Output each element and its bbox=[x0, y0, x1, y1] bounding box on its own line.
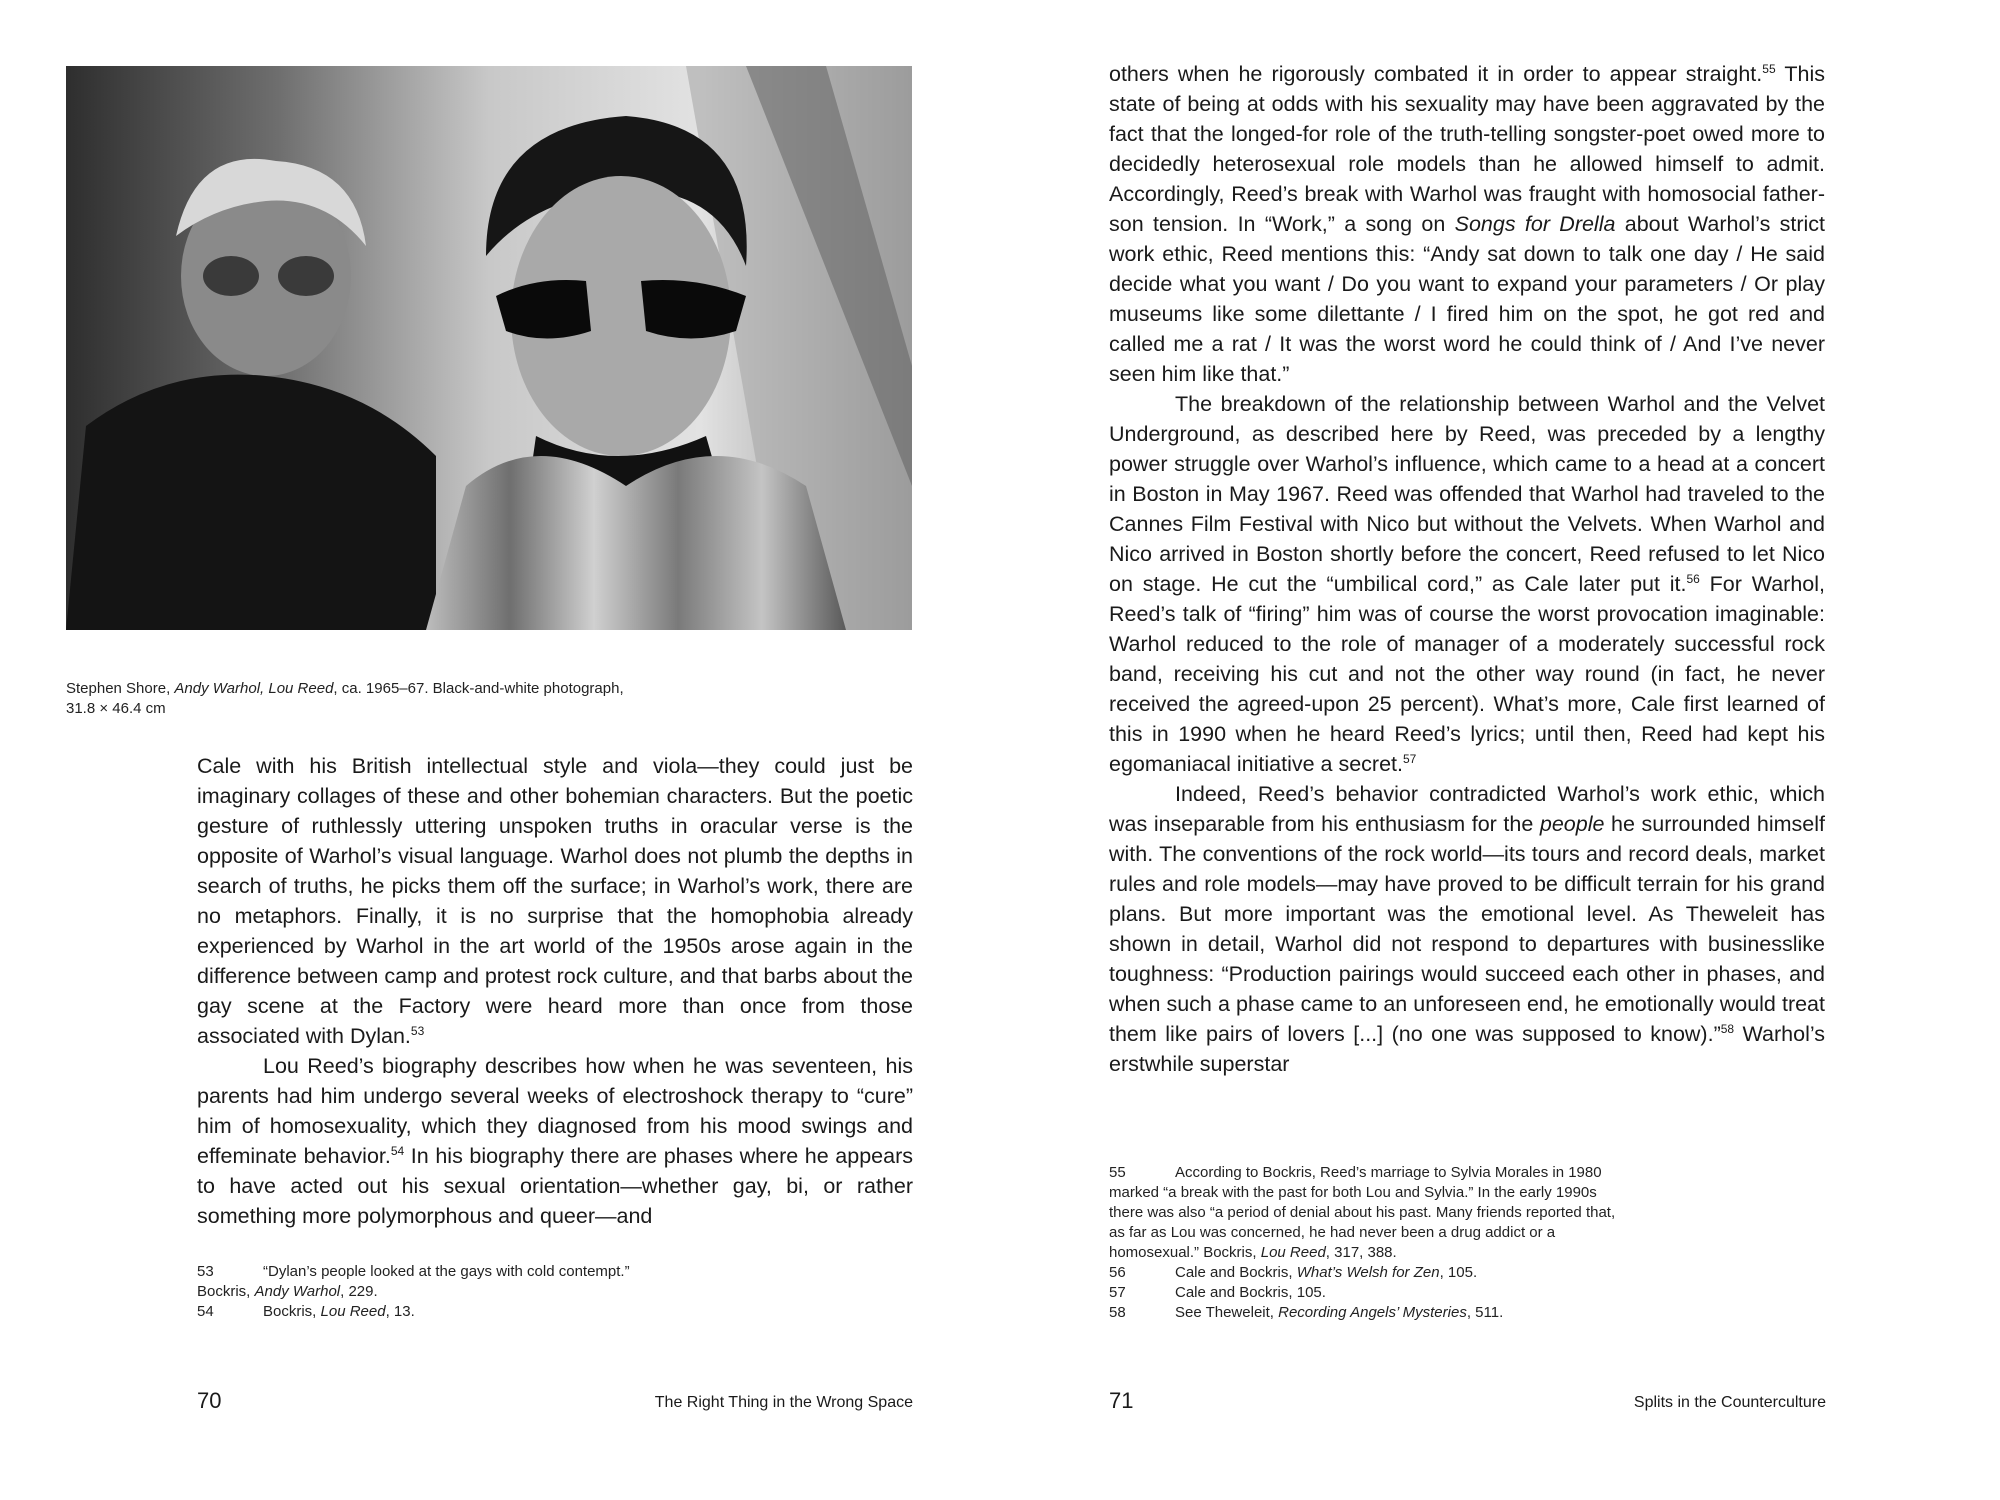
paragraph bbox=[197, 1051, 913, 1231]
footnote-55 bbox=[1109, 1163, 1629, 1263]
footnote-number: 54 bbox=[197, 1303, 214, 1320]
page-number-right: 71 bbox=[1109, 1388, 1134, 1413]
footnote-title: Recording Angels’ Mysteries bbox=[1278, 1304, 1467, 1321]
paragraph bbox=[1109, 59, 1825, 389]
footnote-title: Lou Reed bbox=[1260, 1244, 1326, 1261]
footnote-ref: 54 bbox=[390, 1143, 405, 1158]
footnote-text: , 105. bbox=[1439, 1264, 1478, 1281]
footnote-text: Bockris, bbox=[263, 1303, 321, 1320]
text-run: Lou Reed’s biography describes how when he was seventeen, his parents had him undergo several weeks of electroshock therapy to “cure” him of homosexuality, which they diagnosed from his mood swings and effeminate behavior. bbox=[197, 1054, 913, 1168]
text-run: Cale with his British intellectual style and viola—they could just be imaginary collages of these and other bohemian characters. But the poetic gesture of ruthlessly uttering unspoken truths in oracular verse is the opposite of Warhol’s visual language. Warhol does not plumb the depths in search of truths, he picks them off the surface; in Warhol’s work, there are no metaphors. Finally, it is no surprise that the homophobia already experienced by Warhol in the art world of the 1950s arose again in the difference between camp and protest rock culture, and that barbs about the gay scene at the Factory were heard more than once from those associated with Dylan. bbox=[197, 754, 913, 1048]
footnote-ref: 53 bbox=[410, 1023, 425, 1038]
footnote-text: , 13. bbox=[385, 1303, 415, 1320]
footnote-ref: 57 bbox=[1403, 751, 1417, 766]
footnote-title: Lou Reed bbox=[320, 1303, 386, 1320]
text-run: This state of being at odds with his sexuality may have been aggravated by the fact that the longed-for role of the truth-telling songster-poet owed more to decidedly heterosexual role models than he allowed himself to admit. Accordingly, Reed’s break with Warhol was fraught with homosocial father-son tension. In “Work,” a song on bbox=[1109, 62, 1826, 236]
text-run: about Warhol’s strict work ethic, Reed mentions this: “Andy sat down to talk one day / He said decide what you want / Do you want to expand your parameters / Or play museums like some dilettante / I fired him on the spot, he got red and called me a rat / It was the worst word he could think of / And I’ve never seen him like that.” bbox=[1109, 212, 1826, 386]
emphasis: people bbox=[1539, 812, 1605, 836]
caption-suffix: , ca. 1965–67. Black-and-white photograph, 31.8 × 46.4 cm bbox=[66, 680, 624, 717]
footnote-54 bbox=[197, 1302, 717, 1322]
footnote-text: Cale and Bockris, bbox=[1175, 1264, 1297, 1281]
photo-illustration bbox=[66, 66, 912, 630]
footnote-53 bbox=[197, 1262, 717, 1282]
footnote-ref: 56 bbox=[1686, 571, 1700, 586]
left-footnotes bbox=[197, 1262, 717, 1322]
right-footnotes bbox=[1109, 1163, 1629, 1323]
footnote-53-continued bbox=[197, 1282, 717, 1302]
photo-caption bbox=[66, 679, 626, 719]
footnote-text: Bockris, bbox=[197, 1283, 255, 1300]
footnote-text: According to Bockris, Reed’s marriage to Sylvia Morales in 1980 marked “a break with the past for both Lou and Sylvia.” In the early 1990s there was also “a period of denial about his past. Many friends reported that, as far as Lou was concerned, he had never been a drug addict or a homosexual.” Bockris, bbox=[1109, 1164, 1616, 1261]
left-body-text bbox=[197, 751, 913, 1231]
text-run: others when he rigorously combated it in order to appear straight. bbox=[1109, 62, 1763, 86]
footnote-number: 56 bbox=[1109, 1264, 1126, 1281]
footnote-number: 57 bbox=[1109, 1284, 1126, 1301]
footnote-title: What’s Welsh for Zen bbox=[1296, 1264, 1440, 1281]
paragraph bbox=[197, 751, 913, 1051]
footnote-ref: 55 bbox=[1762, 61, 1776, 76]
text-run: Indeed, Reed’s behavior contradicted Warhol’s work ethic, which was inseparable from his enthusiasm for the bbox=[1109, 782, 1825, 836]
text-run: he surrounded himself with. The conventions of the rock world—its tours and record deals, market rules and role models—may have proved to be difficult terrain for his grand plans. But more important was the emotional level. As Theweleit has shown in detail, Warhol did not respond to departures with businesslike toughness: “Production pairings would succeed each other in phases, and when such a phase came to an unforeseen end, he emotionally would treat them like pairs of lovers [...] (no one was supposed to know).” bbox=[1109, 812, 1825, 1046]
footnote-ref: 58 bbox=[1720, 1021, 1735, 1036]
running-head-right: Splits in the Counterculture bbox=[1633, 1394, 1826, 1411]
footnote-text: , 317, 388. bbox=[1325, 1244, 1397, 1261]
caption-prefix: Stephen Shore, bbox=[66, 680, 175, 697]
footnote-text: “Dylan’s people looked at the gays with cold contempt.” bbox=[263, 1263, 630, 1280]
footnote-57 bbox=[1109, 1283, 1629, 1303]
paragraph bbox=[1109, 389, 1825, 779]
footnote-text: Cale and Bockris, 105. bbox=[1175, 1284, 1326, 1301]
right-body-text bbox=[1109, 59, 1825, 1079]
footnote-text: , 511. bbox=[1466, 1304, 1504, 1321]
running-head-left: The Right Thing in the Wrong Space bbox=[654, 1394, 913, 1411]
caption-title: Andy Warhol, Lou Reed bbox=[174, 680, 334, 697]
text-run: For Warhol, Reed’s talk of “firing” him was of course the worst provocation imaginable: Warhol reduced to the role of manager of a moderately successful rock band, receiving his cut and not the other way round (in fact, he never received the agreed-upon 25 percent). What’s more, Cale first learned of this in 1990 when he heard Reed’s lyrics; until then, Reed had kept his egomaniacal initiative a secret. bbox=[1109, 572, 1825, 776]
footnote-title: Andy Warhol bbox=[254, 1283, 341, 1300]
photograph bbox=[66, 66, 912, 630]
text-run: The breakdown of the relationship between Warhol and the Velvet Underground, as described here by Reed, was preceded by a lengthy power struggle over Warhol’s influence, which came to a head at a concert in Boston in May 1967. Reed was offended that Warhol had traveled to the Cannes Film Festival with Nico but without the Velvets. When Warhol and Nico arrived in Boston shortly before the concert, Reed refused to let Nico on stage. He cut the “umbilical cord,” as Cale later put it. bbox=[1109, 392, 1825, 596]
page-number-left: 70 bbox=[197, 1388, 222, 1413]
footnote-number: 53 bbox=[197, 1263, 214, 1280]
footnote-number: 58 bbox=[1109, 1304, 1126, 1321]
text-run: Warhol’s erstwhile superstar bbox=[1109, 1022, 1825, 1076]
text-run: In his biography there are phases where he appears to have acted out his sexual orientation—whether gay, bi, or rather something more polymorphous and queer—and bbox=[197, 1144, 913, 1228]
footnote-number: 55 bbox=[1109, 1164, 1126, 1181]
footnote-text: See Theweleit, bbox=[1175, 1304, 1279, 1321]
song-title: Songs for Drella bbox=[1454, 212, 1616, 236]
footnote-56 bbox=[1109, 1263, 1629, 1283]
paragraph bbox=[1109, 779, 1825, 1079]
footnote-text: , 229. bbox=[340, 1283, 378, 1300]
footnote-58 bbox=[1109, 1303, 1629, 1323]
